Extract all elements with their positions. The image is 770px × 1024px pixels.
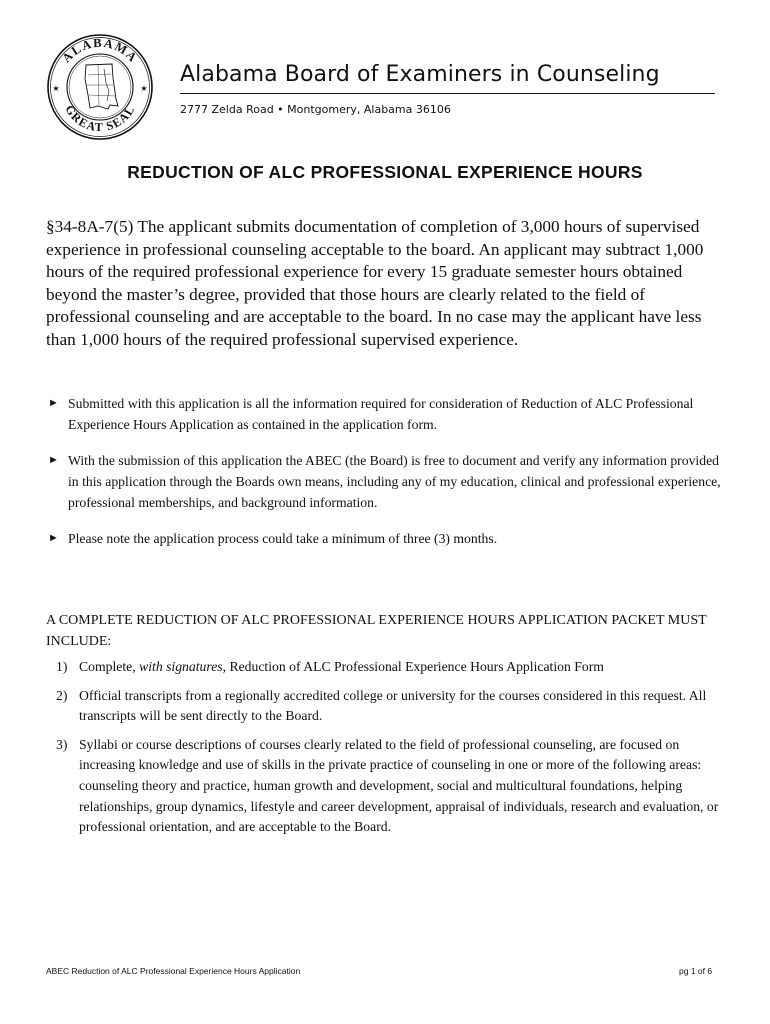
acknowledgement-list xyxy=(46,393,726,564)
item-number: 3) xyxy=(56,736,68,752)
list-item xyxy=(46,657,736,678)
svg-text:★: ★ xyxy=(52,84,60,93)
document-title: REDUCTION OF ALC PROFESSIONAL EXPERIENCE HOURS xyxy=(127,162,643,182)
item-text: Syllabi or course descriptions of courses clearly related to the field of professional counseling, are focused on increasing knowledge and use of skills in the private practice of counseling in one or more of the following areas: counseling theory and practice, human growth and development, social and multicultural foundations, helping relationships, group dynamics, lifestyle and career development, appraisal of individuals, research and evaluation, or professional orientation, and are acceptable to the Board. xyxy=(79,736,719,835)
statute-paragraph: §34-8A-7(5) The applicant submits documentation of completion of 3,000 hours of supervised experience in professional counseling acceptable to the board. An applicant may subtract 1,000 hours of the required professional experience for every 15 graduate semester hours obtained beyond the master’s degree, provided that those hours are clearly related to the field of professional counseling and are acceptable to the board. In no case may the applicant have less than 1,000 hours of the required professional supervised experience. xyxy=(46,217,704,349)
svg-text:GREAT SEAL xyxy=(62,103,137,134)
svg-text:ALABAMA xyxy=(59,36,140,65)
list-item-text: Please note the application process could take a minimum of three (3) months. xyxy=(68,531,498,546)
list-item xyxy=(46,528,726,549)
item-text-end: , Reduction of ALC Professional Experience Hours Application Form xyxy=(222,659,604,674)
list-item xyxy=(46,735,736,838)
alabama-great-seal-icon xyxy=(46,33,154,141)
letterhead-rule xyxy=(180,93,715,94)
svg-text:★: ★ xyxy=(140,84,148,93)
list-item-text: Submitted with this application is all the information required for consideration of Reduction of ALC Professional Experience Hours Application as contained in the application form. xyxy=(68,396,694,432)
item-number: 2) xyxy=(56,687,68,703)
arrow-bullet-icon: ► xyxy=(48,397,59,409)
seal-bottom-text: GREAT SEAL xyxy=(62,102,138,135)
requirements-list xyxy=(46,657,736,846)
arrow-bullet-icon: ► xyxy=(48,454,59,466)
item-number: 1) xyxy=(56,659,68,674)
item-text-start: Complete, xyxy=(79,659,140,674)
list-item xyxy=(46,450,726,513)
item-text: Official transcripts from a regionally accredited college or university for the courses considered in this request. All transcripts will be sent directly to the Board. xyxy=(79,687,707,724)
arrow-bullet-icon: ► xyxy=(48,532,59,544)
page-number: pg 1 of 6 xyxy=(679,966,713,976)
packet-heading: A COMPLETE REDUCTION OF ALC PROFESSIONAL EXPERIENCE HOURS APPLICATION PACKET MUST INCLUDE: xyxy=(46,613,707,649)
list-item xyxy=(46,393,726,435)
list-item xyxy=(46,686,736,727)
board-name: Alabama Board of Examiners in Counseling xyxy=(180,62,660,87)
board-address: 2777 Zelda Road • Montgomery, Alabama 36106 xyxy=(180,103,451,116)
letterhead xyxy=(180,60,720,116)
footer-document-name: ABEC Reduction of ALC Professional Experience Hours Application xyxy=(46,966,301,976)
item-emphasis: with signatures xyxy=(139,659,223,674)
seal-top-text: ALABAMA xyxy=(59,35,141,66)
list-item-text: With the submission of this application the ABEC (the Board) is free to document and verify any information provided in this application through the Boards own means, including any of my education, clinical and professional experience, professional memberships, and background information. xyxy=(68,453,721,510)
